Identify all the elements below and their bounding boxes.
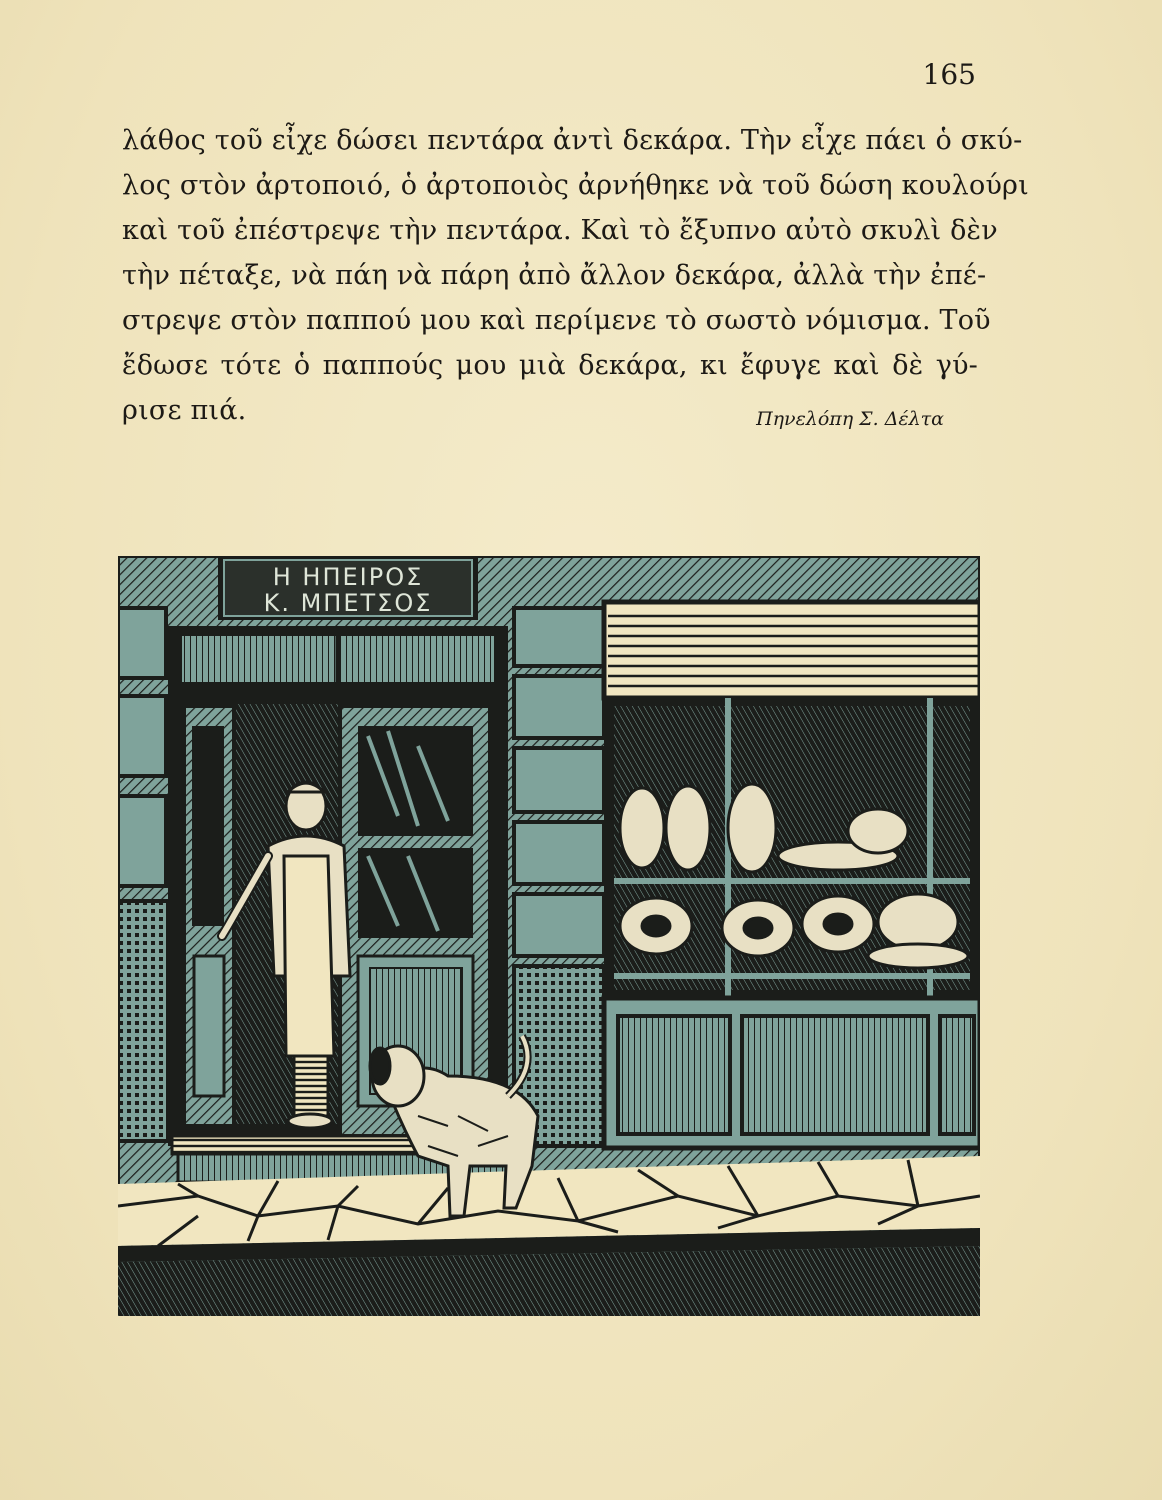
paragraph-line: ἔδωσε τότε ὁ παππούς μου μιὰ δεκάρα, κι ἔφυγε καὶ δὲ γύ-: [122, 350, 978, 381]
paragraph-line: ρισε πιά.: [122, 395, 247, 426]
shop-sign-owner: Κ. ΜΠΕΤΣΟΣ: [263, 589, 433, 617]
shop-panels: [604, 998, 980, 1148]
paragraph: [122, 118, 1029, 433]
bakery-illustration: [118, 556, 980, 1316]
page-number: 165: [922, 58, 976, 91]
shop-sign: [218, 556, 478, 620]
author-signature: Πηνελόπη Σ. Δέλτα: [756, 408, 944, 430]
sidewalk: [118, 1156, 980, 1316]
paragraph-line: λος στὸν ἀρτοποιό, ὁ ἀρτοποιὸς ἀρνήθηκε νὰ τοῦ δώση κουλούρι: [122, 170, 1029, 201]
paragraph-line: τὴν πέταξε, νὰ πάη νὰ πάρη ἀπὸ ἄλλον δεκάρα, ἀλλὰ τὴν ἐπέ-: [122, 260, 987, 291]
paragraph-line: λάθος τοῦ εἶχε δώσει πεντάρα ἀντὶ δεκάρα. Τὴν εἶχε πάει ὁ σκύ-: [122, 125, 1023, 156]
bakery-woodcut: [118, 556, 980, 1316]
shop-sign-name: Η ΗΠΕΙΡΟΣ: [272, 563, 424, 591]
paragraph-line: καὶ τοῦ ἐπέστρεψε τὴν πεντάρα. Καὶ τὸ ἔξυπνο αὐτὸ σκυλὶ δὲν: [122, 215, 998, 246]
paragraph-line: στρεψε στὸν παππού μου καὶ περίμενε τὸ σωστὸ νόμισμα. Τοῦ: [122, 305, 991, 336]
